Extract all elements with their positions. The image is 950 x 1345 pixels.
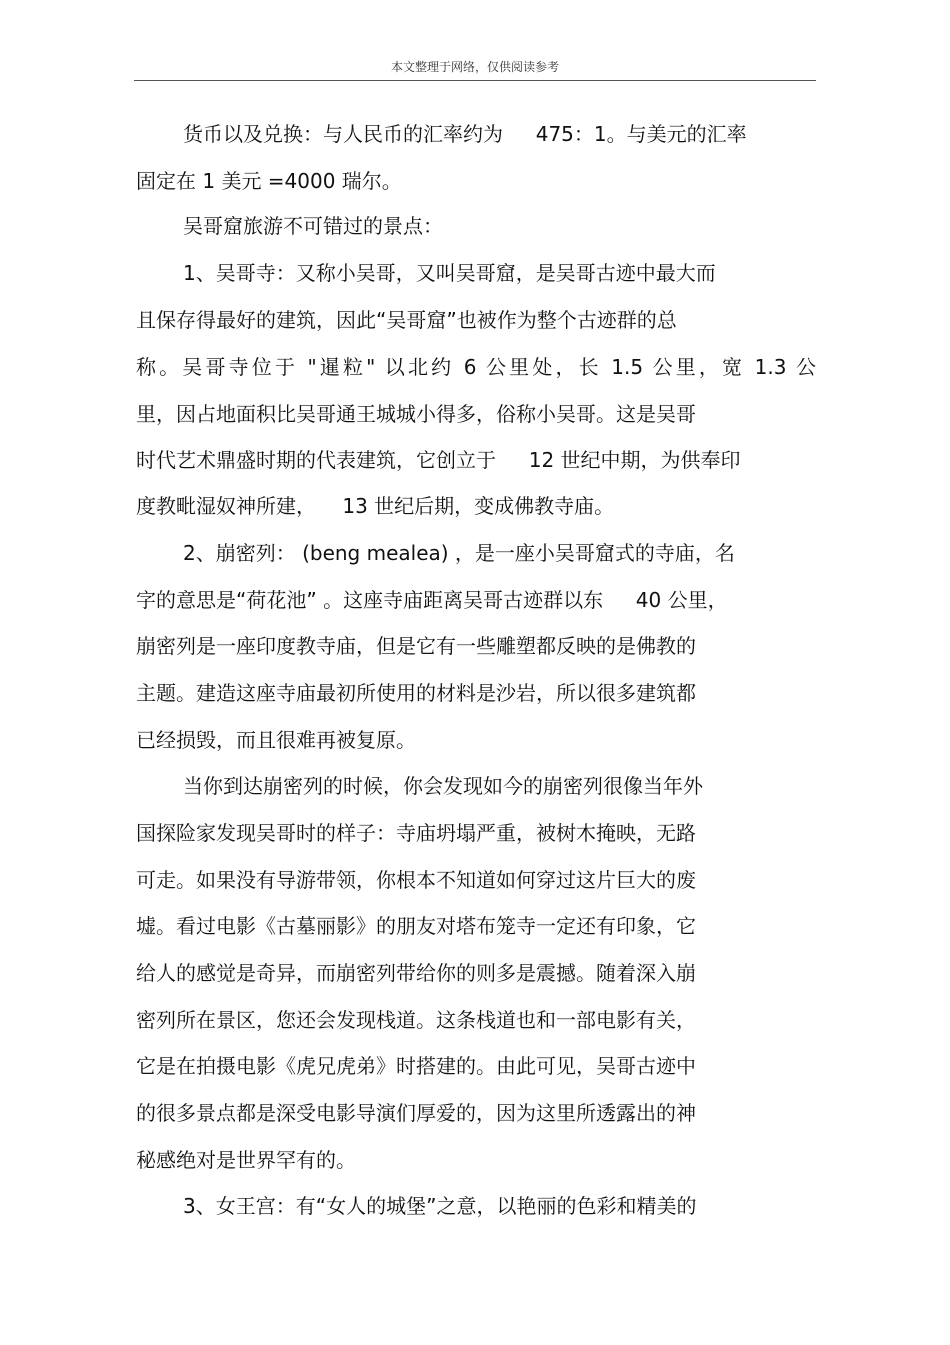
text-line: 秘感绝对是世界罕有的。 [136, 1148, 356, 1172]
header-divider [134, 80, 816, 81]
text-line: 的很多景点都是深受电影导演们厚爱的，因为这里所透露出的神 [136, 1101, 696, 1125]
text-line: 3、女王宫：有“女人的城堡”之意，以艳丽的色彩和精美的 [183, 1194, 697, 1218]
text-line: 且保存得最好的建筑，因此“吴哥窟”也被作为整个古迹群的总 [136, 308, 677, 332]
text-line: 它是在拍摄电影《虎兄虎弟》时搭建的。由此可见，吴哥古迹中 [136, 1054, 696, 1078]
text-line: 可走。如果没有导游带领，你根本不知道如何穿过这片巨大的废 [136, 868, 696, 892]
page-header: 本文整理于网络，仅供阅读参考 [390, 60, 559, 74]
text-line: 已经损毁，而且很难再被复原。 [136, 728, 416, 752]
text-line: 字的意思是“荷花池” 。这座寺庙距离吴哥古迹群以东 40 公里， [136, 588, 728, 612]
text-line: 密列所在景区，您还会发现栈道。这条栈道也和一部电影有关， [136, 1008, 696, 1032]
text-line: 称。吴哥寺位于 "暹粒" 以北约 6 公里处，长 1.5 公里，宽 1.3 公 [136, 355, 816, 379]
text-line: 货币以及兑换：与人民币的汇率约为 475：1。与美元的汇率 [183, 122, 747, 146]
text-line: 墟。看过电影《古墓丽影》的朋友对塔布笼寺一定还有印象，它 [136, 914, 696, 938]
text-line: 崩密列是一座印度教寺庙，但是它有一些雕塑都反映的是佛教的 [136, 634, 696, 658]
text-line: 当你到达崩密列的时候，你会发现如今的崩密列很像当年外 [183, 774, 703, 798]
text-line: 时代艺术鼎盛时期的代表建筑，它创立于 12 世纪中期，为供奉印 [136, 448, 741, 472]
text-line: 1、吴哥寺：又称小吴哥，又叫吴哥窟，是吴哥古迹中最大而 [183, 261, 716, 285]
text-line: 2、崩密列： (beng mealea) ，是一座小吴哥窟式的寺庙，名 [183, 541, 735, 565]
text-line: 国探险家发现吴哥时的样子：寺庙坍塌严重，被树木掩映，无路 [136, 821, 696, 845]
text-line: 主题。建造这座寺庙最初所使用的材料是沙岩，所以很多建筑都 [136, 681, 696, 705]
text-line: 度教毗湿奴神所建， 13 世纪后期，变成佛教寺庙。 [136, 494, 615, 518]
text-line: 里，因占地面积比吴哥通王城城小得多，俗称小吴哥。这是吴哥 [136, 402, 696, 426]
text-line: 给人的感觉是奇异，而崩密列带给你的则多是震撼。随着深入崩 [136, 961, 696, 985]
text-line: 固定在 1 美元 =4000 瑞尔。 [136, 169, 402, 193]
text-line: 吴哥窟旅游不可错过的景点： [183, 214, 443, 238]
